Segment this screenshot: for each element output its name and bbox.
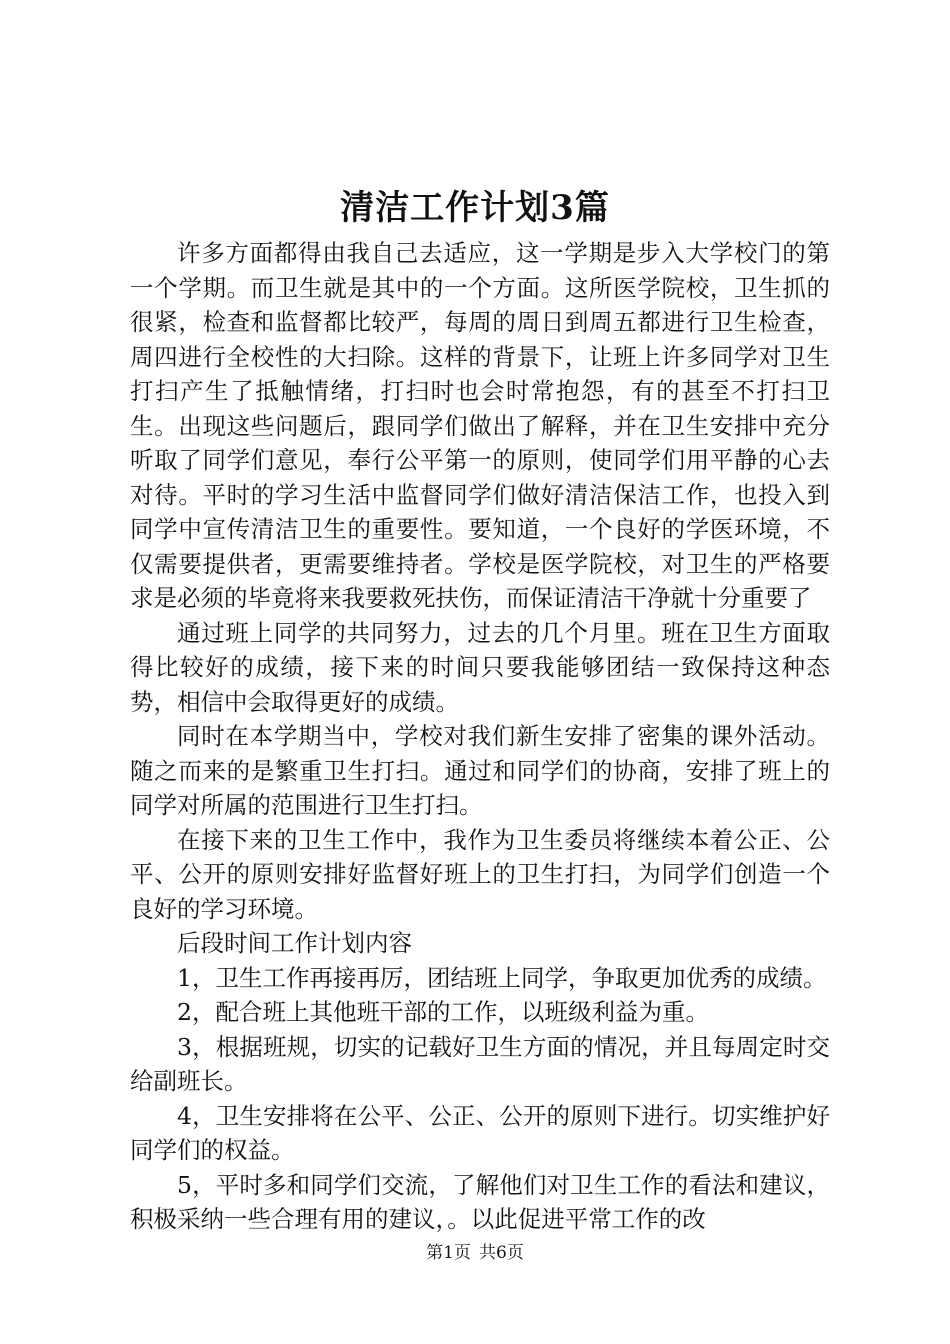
plan-item-1: 1，卫生工作再接再厉，团结班上同学，争取更加优秀的成绩。	[177, 963, 827, 992]
paragraph-3: 同时在本学期当中，学校对我们新生安排了密集的课外活动。随之而来的是繁重卫生打扫。通过和同学们的协商，安排了班上的同学对所属的范围进行卫生打扫。	[130, 722, 830, 819]
page-number: 第1页	[426, 1243, 471, 1263]
paragraph-4: 在接下来的卫生工作中，我作为卫生委员将继续本着公正、公平、公开的原则安排好监督好班上的卫生打扫，为同学们创造一个良好的学习环境。	[130, 825, 830, 923]
section-heading-plan: 后段时间工作计划内容	[177, 929, 412, 957]
document-body	[130, 236, 830, 1237]
plan-item-3: 3，根据班规，切实的记载好卫生方面的情况，并且每周定时交给副班长。	[130, 1032, 830, 1095]
paragraph-2: 通过班上同学的共同努力，过去的几个月里。班在卫生方面取得比较好的成绩，接下来的时间只要我能够团结一致保持这种态势，相信中会取得更好的成绩。	[130, 618, 830, 716]
plan-item-5: 5，平时多和同学们交流，了解他们对卫生工作的看法和建议，积极采纳一些合理有用的建议，。以此促进平常工作的改	[130, 1170, 830, 1233]
document-title: 清洁工作计划3篇	[340, 188, 610, 228]
paragraph-1: 许多方面都得由我自己去适应，这一学期是步入大学校门的第一个学期。而卫生就是其中的一个方面。这所医学院校，卫生抓的很紧，检查和监督都比较严，每周的周日到周五都进行卫生检查，周四进行全校性的大扫除。这样的背景下，让班上许多同学对卫生打扫产生了抵触情绪，打扫时也会时常抱怨，有的甚至不打扫卫生。出现这些问题后，跟同学们做出了解释，并在卫生安排中充分听取了同学们意见，奉行公平第一的原则，使同学们用平静的心去对待。平时的学习生活中监督同学们做好清洁保洁工作，也投入到同学中宣传清洁卫生的重要性。要知道，一个良好的学医环境，不仅需要提供者，更需要维持者。学校是医学院校，对卫生的严格要求是必须的毕竟将来我要救死扶伤，而保证清洁干净就十分重要了	[130, 239, 830, 612]
plan-item-4: 4，卫生安排将在公平、公正、公开的原则下进行。切实维护好同学们的权益。	[130, 1101, 830, 1164]
page-total: 共6页	[479, 1243, 524, 1263]
plan-item-2: 2，配合班上其他班干部的工作，以班级利益为重。	[177, 998, 709, 1026]
page-footer	[0, 1242, 950, 1264]
